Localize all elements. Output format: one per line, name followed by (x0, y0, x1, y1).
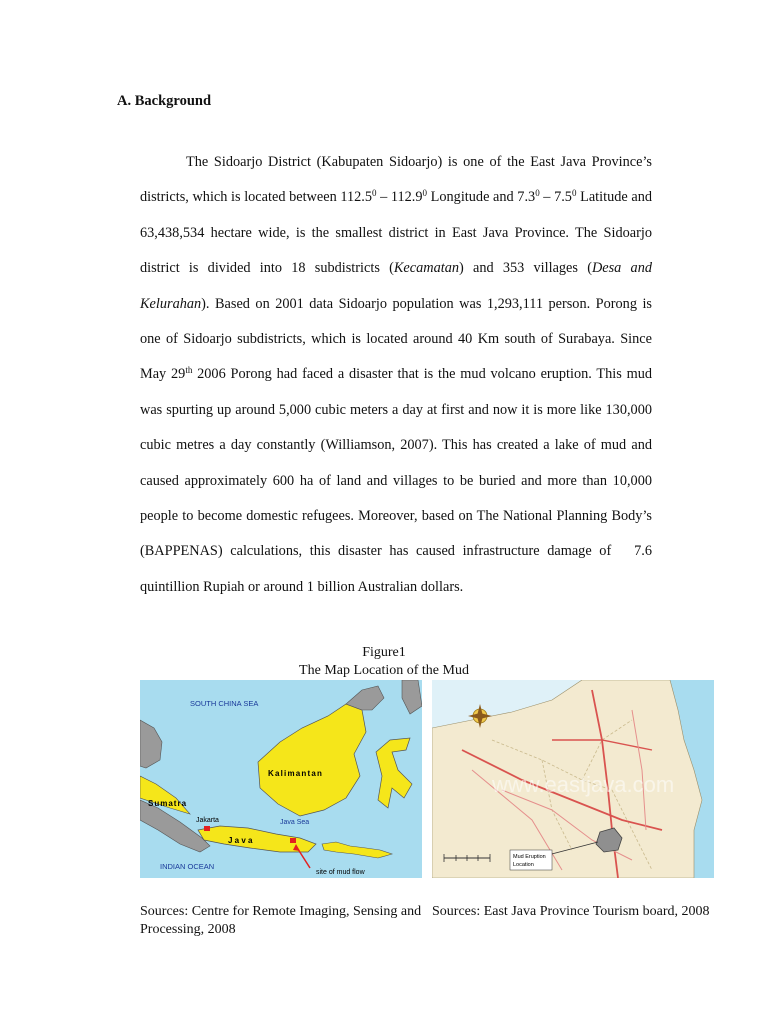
para-text: – 112.9 (376, 189, 423, 206)
figure-title: The Map Location of the Mud (299, 663, 469, 678)
italic-term: Kecamatan (393, 260, 459, 277)
label-sumatra: Sumatra (148, 799, 188, 808)
figure-number: Figure1 (362, 645, 406, 660)
superscript: th (185, 365, 193, 376)
watermark: www.eastjava.com (492, 772, 675, 797)
label-south-china-sea: SOUTH CHINA SEA (190, 699, 259, 708)
label-indian-ocean: INDIAN OCEAN (160, 862, 215, 871)
label-jakarta: Jakarta (196, 817, 219, 824)
superscript: 0 (535, 188, 540, 199)
para-text: ). Based on 2001 data Sidoarjo population was 1,293,111 person. Porong is one of Sidoarjo subdistricts, which is located around 40 Km south of Surabaya. Since May 29 (140, 295, 652, 383)
para-text: ) and 353 villages ( (459, 260, 592, 277)
para-text: 2006 Porong had faced a disaster that is the mud volcano eruption. This mud was spurting up around 5,000 cubic meters a day at first and now it is more like 130,000 cubic metres a day constantly (Williamson, 2007). This has created a lake of mud and caused approximately 600 ha of land and villages to be buried and more than 10,000 people to become domestic refugees. Moreover, based on The National Planning Body’s (BAPPENAS) calculations, this disaster has caused infrastructure damage of 7.6 quintillion Rupiah or around 1 billion Australian dollars. (140, 366, 652, 595)
para-text: Latitude and 63,438,534 hectare wide, is the smallest district in East Java Province. The Sidoarjo district is divided into 18 subdistricts ( (140, 189, 652, 277)
superscript: 0 (371, 188, 377, 199)
map-east-java-graphic (432, 680, 714, 878)
para-text: – 7.5 (539, 189, 572, 206)
label-java-sea: Java Sea (280, 819, 310, 826)
mud-site-marker (290, 838, 296, 843)
italic-term: Desa and Kelurahan (140, 260, 652, 312)
para-text: Longitude and 7.3 (427, 189, 536, 206)
map-indonesia (140, 680, 422, 878)
jakarta-marker (204, 826, 210, 831)
label-mud-location: Location (513, 862, 534, 868)
label-java: J a v a (228, 836, 253, 845)
label-kalimantan: Kalimantan (268, 769, 324, 778)
section-heading: A. Background (117, 93, 212, 109)
source-left: Sources: Centre for Remote Imaging, Sensing and Processing, 2008 (140, 904, 422, 937)
map-indonesia-graphic (140, 680, 422, 878)
map-east-java (432, 680, 714, 878)
superscript: 0 (422, 188, 428, 199)
superscript: 0 (571, 188, 577, 199)
para-text: The Sidoarjo District (Kabupaten Sidoarjo) is one of the East Java Province’s districts, which is located between 112.5 (140, 154, 652, 206)
source-right: Sources: East Java Province Tourism board, 2008 (432, 904, 710, 919)
label-mud-site: site of mud flow (316, 869, 365, 876)
background-paragraph (140, 145, 652, 605)
label-mud-eruption: Mud Eruption (513, 854, 546, 860)
